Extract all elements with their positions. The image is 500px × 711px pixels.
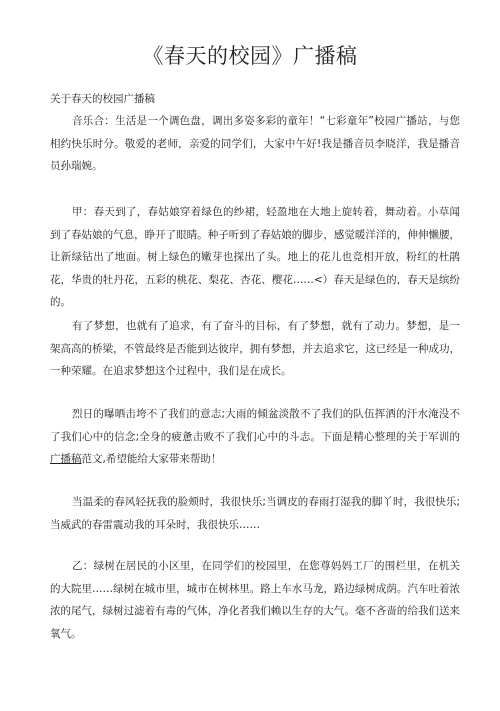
paragraph-opening: 音乐合：生活是一个调色盘，调出多姿多彩的童年！“七彩童年”校园广播站，与您相约快乐时分。敬爱的老师，亲爱的同学们，大家中午好!我是播音员李晓洋，我是播音员孙瑞婉。 bbox=[50, 115, 460, 172]
paragraph-text-before-link: 烈日的曝晒击垮不了我们的意志;大雨的倾盆淡散不了我们的队伍挥洒的汗水淹没不了我们心中的信念;全身的疲惫击败不了我们心中的斗志。下面是精心整理的关于军训的 bbox=[50, 408, 460, 443]
document-subtitle: 关于春天的校园广播稿 bbox=[50, 93, 155, 105]
paragraph-happiness: 当温柔的春风轻抚我的脸颊时，我很快乐;当调皮的春雨打湿我的脚丫时，我很快乐;当威武的春雷震动我的耳朵时，我很快乐…… bbox=[50, 496, 460, 531]
paragraph-dream: 有了梦想，也就有了追求，有了奋斗的目标，有了梦想，就有了动力。梦想，是一架高高的桥梁，不管最终是否能到达彼岸，拥有梦想，并去追求它，这已经是一种成功，一种荣耀。在追求梦想这个过程中，我们是在成长。 bbox=[50, 320, 460, 377]
paragraph-text-after-link: 范文,希望能给大家带来帮助！ bbox=[81, 453, 222, 465]
paragraph-spring: 甲：春天到了，春姑娘穿着绿色的纱裙，轻盈地在大地上旋转着，舞动着。小草闻到了春姑娘的气息，睁开了眼睛。种子听到了春姑娘的脚步，感觉暖洋洋的，伸伸懒腰，让新绿钻出了地面。树上绿色的嫩芽也探出了头。地上的花儿也竞相开放，粉红的杜鹃花，华贵的牡丹花，五彩的桃花、梨花、杏花、樱花……<）春天是绿色的，春天是缤纷的。 bbox=[50, 206, 460, 308]
paragraph-military-training bbox=[50, 403, 460, 471]
paragraph-green-trees: 乙：绿树在居民的小区里，在同学们的校园里，在您尊妈妈工厂的围栏里，在机关的大院里……绿树在城市里，城市在树林里。路上车水马龙，路边绿树成荫。汽车吐着浓浓的尾气，绿树过滤着有毒的气体，净化者我们赖以生存的大气。毫不吝啬的给我们送来氧气。 bbox=[50, 560, 460, 640]
broadcast-script-link[interactable]: 广播稿 bbox=[50, 453, 82, 465]
document-title: 《春天的校园》广播稿 bbox=[142, 44, 358, 68]
